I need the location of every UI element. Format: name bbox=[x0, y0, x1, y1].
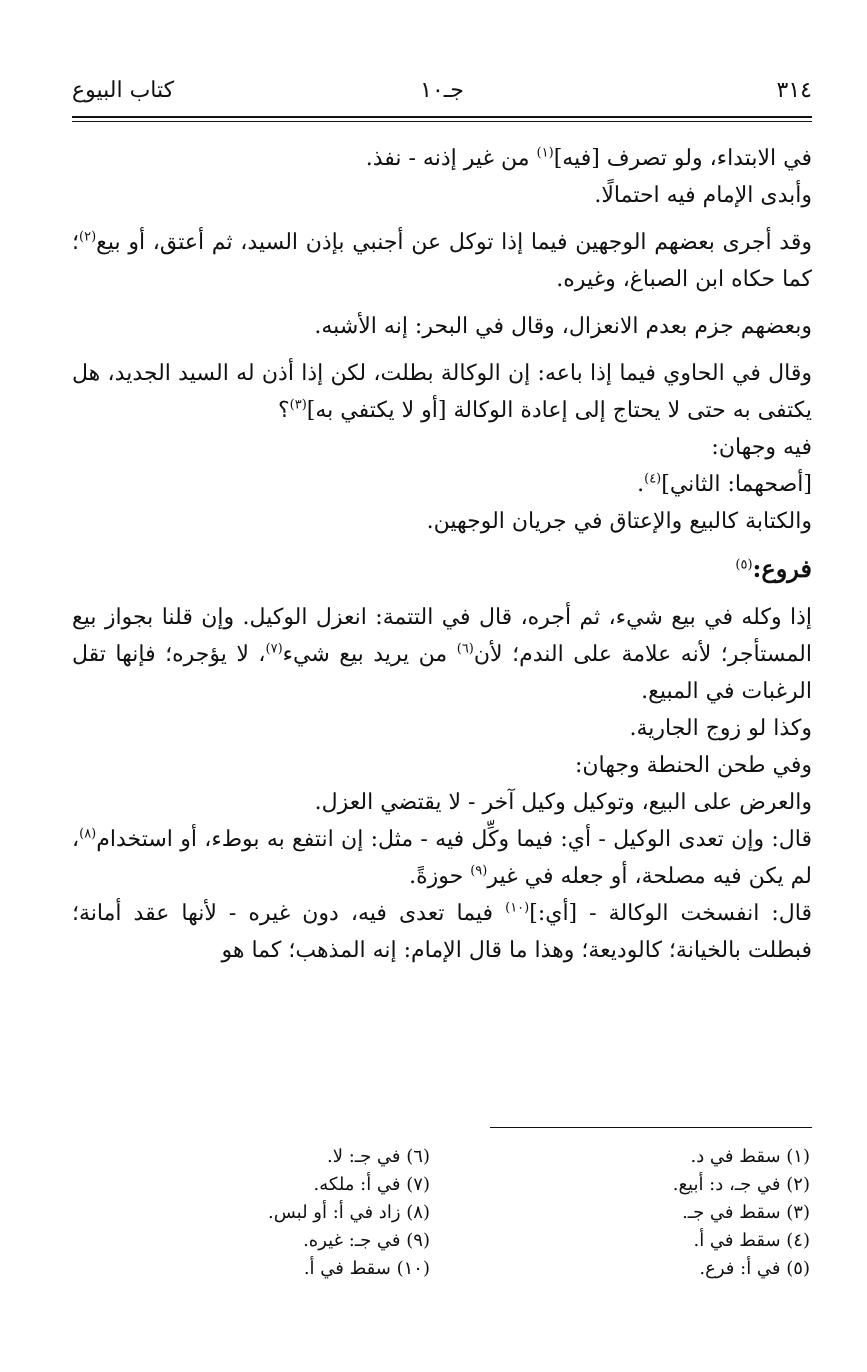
footnote: (٤) سقط في أ. bbox=[693, 1230, 810, 1251]
paragraph: والكتابة كالبيع والإعتاق في جريان الوجهين. bbox=[426, 509, 812, 534]
paragraph: إذا وكله في بيع شيء، ثم أجره، قال في التتمة: انعزل الوكيل. وإن قلنا بجواز بيع المستأجر؛ لأنه علامة على الندم؛ لأن$^{(٦)}$ من يريد بيع شيء$^{(٧)}$، لا يؤجره؛ فإنها تقل الرغبات في المبيع. bbox=[72, 605, 812, 704]
footnote-ref: (٤) bbox=[644, 471, 662, 487]
paragraph: وبعضهم جزم بعدم الانعزال، وقال في البحر: إنه الأشبه. bbox=[314, 314, 812, 339]
footnote-ref: (٧) bbox=[265, 641, 283, 657]
book-title: كتاب البيوع bbox=[72, 78, 175, 103]
footnote: (٣) سقط في جـ. bbox=[682, 1202, 810, 1223]
main-text bbox=[72, 140, 812, 969]
paragraph: في الابتداء، ولو تصرف [فيه]$^{(١)}$ من غير إذنه - نفذ. bbox=[365, 145, 812, 171]
paragraph: والعرض على البيع، وتوكيل وكيل آخر - لا يقتضي العزل. bbox=[314, 790, 812, 815]
paragraph: وأبدى الإمام فيه احتمالًا. bbox=[594, 183, 812, 208]
footnote: (٩) في جـ: غيره. bbox=[303, 1230, 430, 1251]
header-rule-thin bbox=[72, 121, 812, 122]
footnote-ref: (١) bbox=[536, 145, 554, 161]
footnote: (٢) في جـ، د: أبيع. bbox=[672, 1174, 810, 1195]
footnote-ref: (٥) bbox=[735, 557, 753, 573]
footnote: (١٠) سقط في أ. bbox=[303, 1258, 430, 1279]
footnote-ref: (٦) bbox=[456, 641, 474, 657]
paragraph: وكذا لو زوج الجارية. bbox=[629, 716, 812, 741]
footnote: (٨) زاد في أ: أو لبس. bbox=[267, 1202, 430, 1223]
footnote-separator bbox=[490, 1127, 812, 1128]
footnote: (٧) في أ: ملكه. bbox=[313, 1174, 430, 1195]
footnote-ref: (٣) bbox=[289, 397, 307, 413]
footnote: (٥) في أ: فرع. bbox=[699, 1258, 810, 1279]
page-number: ٣١٤ bbox=[776, 78, 812, 103]
paragraph: وقد أجرى بعضهم الوجهين فيما إذا توكل عن أجنبي بإذن السيد، ثم أعتق، أو بيع$^{(٢)}$؛ كما حكاه ابن الصباغ، وغيره. bbox=[72, 229, 812, 292]
paragraph: فيه وجهان: bbox=[711, 435, 812, 460]
paragraph: وفي طحن الحنطة وجهان: bbox=[574, 753, 812, 778]
footnote-ref: (١٠) bbox=[505, 900, 530, 916]
paragraph: [أصحهما: الثاني]$^{(٤)}$. bbox=[637, 471, 812, 497]
paragraph: قال: وإن تعدى الوكيل - أي: فيما وكِّل فيه - مثل: إن انتفع به بوطء، أو استخدام$^{(٨)}$، لم يكن فيه مصلحة، أو جعله في غير$^{(٩)}$ حوزةً. bbox=[72, 826, 812, 889]
footnotes-column-left bbox=[140, 1143, 430, 1283]
header-rule-thick bbox=[72, 116, 812, 118]
footnote-ref: (٩) bbox=[470, 863, 488, 879]
section-heading: فروع:$^{(٥)}$ bbox=[735, 554, 812, 583]
paragraph: وقال في الحاوي فيما إذا باعه: إن الوكالة بطلت، لكن إذا أذن له السيد الجديد، هل يكتفى به حتى لا يحتاج إلى إعادة الوكالة [أو لا يكتفي به]$^{(٣)}$؟ bbox=[72, 361, 812, 423]
footnote-ref: (٨) bbox=[79, 826, 97, 842]
volume-label: جـ١٠ bbox=[420, 78, 464, 103]
footnote: (٦) في جـ: لا. bbox=[327, 1146, 430, 1167]
footnotes-column-right bbox=[480, 1143, 810, 1283]
paragraph: قال: انفسخت الوكالة - [أي:]$^{(١٠)}$ فيما تعدى فيه، دون غيره - لأنها عقد أمانة؛ فبطلت بالخيانة؛ كالوديعة؛ وهذا ما قال الإمام: إنه المذهب؛ كما هو bbox=[72, 900, 812, 963]
footnote-ref: (٢) bbox=[79, 229, 97, 245]
footnote: (١) سقط في د. bbox=[690, 1146, 810, 1167]
running-header bbox=[72, 78, 812, 112]
